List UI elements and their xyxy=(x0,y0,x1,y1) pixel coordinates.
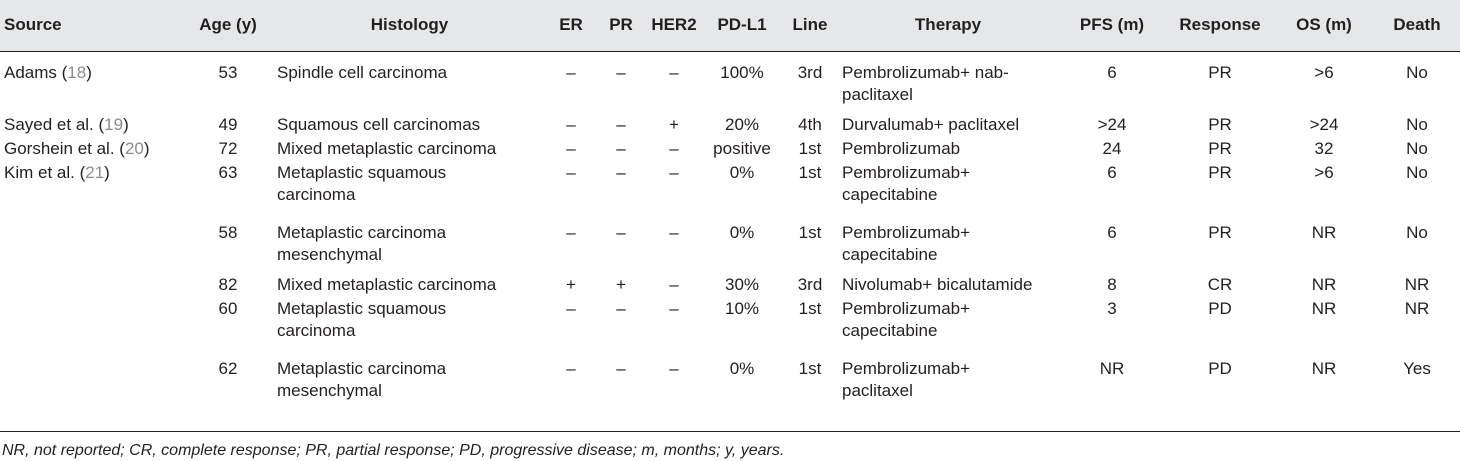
source-close: ) xyxy=(143,138,150,158)
pfs-cell: 6 xyxy=(1107,222,1117,242)
response-cell: PR xyxy=(1208,62,1232,82)
col-header-response: Response xyxy=(1166,0,1274,51)
pfs-cell: NR xyxy=(1099,358,1125,378)
her2-cell: – xyxy=(669,62,679,82)
pr-cell: – xyxy=(616,162,626,182)
er-cell: – xyxy=(566,298,576,318)
table-row xyxy=(0,268,1460,296)
therapy-cell xyxy=(838,350,1058,406)
histology-cell xyxy=(273,296,546,350)
os-cell: NR xyxy=(1311,298,1337,318)
line-cell: 1st xyxy=(798,298,822,318)
col-header-histology: Histology xyxy=(273,0,546,51)
age-cell: 53 xyxy=(218,62,238,82)
histology-line: carcinoma xyxy=(277,184,356,204)
therapy-cell xyxy=(838,268,1058,296)
therapy-line: paclitaxel xyxy=(842,84,913,104)
table-row xyxy=(0,160,1460,214)
reference-number: 19 xyxy=(104,114,124,134)
her2-cell: – xyxy=(669,222,679,242)
histology-cell xyxy=(273,214,546,268)
col-header-os: OS (m) xyxy=(1274,0,1374,51)
therapy-line: Pembrolizumab+ xyxy=(842,222,971,242)
death-cell: NR xyxy=(1404,274,1430,294)
therapy-line: Pembrolizumab xyxy=(842,138,961,158)
her2-cell: – xyxy=(669,274,679,294)
death-cell: No xyxy=(1406,162,1428,182)
source-name: Adams ( xyxy=(4,62,68,82)
histology-cell xyxy=(273,106,546,136)
os-cell: NR xyxy=(1311,274,1337,294)
pdl1-cell: positive xyxy=(713,138,771,158)
histology-line: Metaplastic carcinoma xyxy=(277,222,447,242)
pdl1-cell: 0% xyxy=(729,222,755,242)
er-cell: – xyxy=(566,114,576,134)
table-row xyxy=(0,106,1460,136)
table-row xyxy=(0,136,1460,160)
col-header-therapy: Therapy xyxy=(838,0,1058,51)
therapy-line: Pembrolizumab+ nab- xyxy=(842,62,1009,82)
histology-line: Mixed metaplastic carcinoma xyxy=(277,138,497,158)
histology-cell xyxy=(273,268,546,296)
os-cell: >6 xyxy=(1314,162,1334,182)
pr-cell: – xyxy=(616,138,626,158)
table-row xyxy=(0,350,1460,406)
source-close: ) xyxy=(86,62,92,82)
os-cell: 32 xyxy=(1314,138,1334,158)
therapy-line: capecitabine xyxy=(842,320,938,340)
response-cell: CR xyxy=(1207,274,1233,294)
pdl1-cell: 20% xyxy=(724,114,760,134)
pdl1-cell: 0% xyxy=(729,358,755,378)
death-cell: No xyxy=(1406,138,1428,158)
col-header-pfs: PFS (m) xyxy=(1058,0,1166,51)
histology-cell xyxy=(273,160,546,214)
reference-number: 18 xyxy=(67,62,87,82)
age-cell: 63 xyxy=(218,162,238,182)
line-cell: 1st xyxy=(798,358,822,378)
therapy-cell xyxy=(838,296,1058,350)
col-header-line: Line xyxy=(782,0,838,51)
line-cell: 3rd xyxy=(797,274,823,294)
therapy-cell xyxy=(838,136,1058,160)
histology-line: Metaplastic squamous xyxy=(277,298,447,318)
histology-line: mesenchymal xyxy=(277,244,382,264)
source-close: ) xyxy=(104,162,110,182)
reference-number: 20 xyxy=(124,138,144,158)
os-cell: NR xyxy=(1311,358,1337,378)
therapy-line: paclitaxel xyxy=(842,380,913,400)
histology-line: Squamous cell carcinomas xyxy=(277,114,481,134)
table-body xyxy=(0,51,1460,406)
er-cell: + xyxy=(566,274,576,294)
death-cell: NR xyxy=(1404,298,1430,318)
age-cell: 49 xyxy=(218,114,238,134)
death-cell: No xyxy=(1406,62,1428,82)
reference-number: 21 xyxy=(85,162,105,182)
col-header-her2: HER2 xyxy=(646,0,702,51)
pfs-cell: 6 xyxy=(1107,62,1117,82)
therapy-cell xyxy=(838,51,1058,106)
therapy-cell xyxy=(838,160,1058,214)
her2-cell: – xyxy=(669,138,679,158)
therapy-line: Pembrolizumab+ xyxy=(842,162,971,182)
histology-line: Spindle cell carcinoma xyxy=(277,62,448,82)
pdl1-cell: 100% xyxy=(720,62,764,82)
response-cell: PR xyxy=(1208,222,1232,242)
therapy-line: Nivolumab+ bicalutamide xyxy=(842,274,1033,294)
age-cell: 60 xyxy=(218,298,238,318)
response-cell: PD xyxy=(1208,358,1232,378)
age-cell: 82 xyxy=(218,274,238,294)
er-cell: – xyxy=(566,358,576,378)
line-cell: 1st xyxy=(798,162,822,182)
histology-cell xyxy=(273,136,546,160)
os-cell: >24 xyxy=(1309,114,1339,134)
therapy-line: Pembrolizumab+ xyxy=(842,298,971,318)
therapy-line: capecitabine xyxy=(842,244,938,264)
pr-cell: – xyxy=(616,62,626,82)
source-name: Kim et al. ( xyxy=(4,162,86,182)
er-cell: – xyxy=(566,222,576,242)
col-header-pr: PR xyxy=(596,0,646,51)
histology-line: Mixed metaplastic carcinoma xyxy=(277,274,497,294)
histology-line: Metaplastic squamous xyxy=(277,162,447,182)
pfs-cell: 6 xyxy=(1107,162,1117,182)
her2-cell: – xyxy=(669,162,679,182)
table-row xyxy=(0,51,1460,106)
table-row xyxy=(0,296,1460,350)
her2-cell: – xyxy=(669,298,679,318)
her2-cell: + xyxy=(669,114,679,134)
source-cell xyxy=(0,350,183,406)
source-name: Sayed et al. ( xyxy=(4,114,105,134)
therapy-line: capecitabine xyxy=(842,184,938,204)
source-cell xyxy=(0,106,183,136)
line-cell: 3rd xyxy=(797,62,823,82)
pfs-cell: 8 xyxy=(1107,274,1117,294)
pdl1-cell: 30% xyxy=(724,274,760,294)
os-cell: NR xyxy=(1311,222,1337,242)
response-cell: PR xyxy=(1208,138,1232,158)
source-close: ) xyxy=(123,114,129,134)
line-cell: 1st xyxy=(798,222,822,242)
histology-cell xyxy=(273,51,546,106)
source-cell xyxy=(0,160,183,214)
death-cell: No xyxy=(1406,222,1428,242)
therapy-line: Durvalumab+ paclitaxel xyxy=(842,114,1020,134)
therapy-cell xyxy=(838,106,1058,136)
death-cell: Yes xyxy=(1403,358,1431,378)
source-name: Gorshein et al. ( xyxy=(4,138,125,158)
pr-cell: – xyxy=(616,358,626,378)
response-cell: PD xyxy=(1208,298,1232,318)
histology-line: Metaplastic carcinoma xyxy=(277,358,447,378)
source-cell xyxy=(0,51,183,106)
er-cell: – xyxy=(566,162,576,182)
response-cell: PR xyxy=(1208,114,1232,134)
pr-cell: – xyxy=(616,298,626,318)
pfs-cell: 24 xyxy=(1102,138,1122,158)
source-cell xyxy=(0,296,183,350)
pfs-cell: 3 xyxy=(1107,298,1117,318)
er-cell: – xyxy=(566,62,576,82)
os-cell: >6 xyxy=(1314,62,1334,82)
source-cell xyxy=(0,214,183,268)
histology-line: carcinoma xyxy=(277,320,356,340)
er-cell: – xyxy=(566,138,576,158)
age-cell: 72 xyxy=(218,138,238,158)
response-cell: PR xyxy=(1208,162,1232,182)
col-header-death: Death xyxy=(1374,0,1460,51)
age-cell: 58 xyxy=(218,222,238,242)
pdl1-cell: 0% xyxy=(729,162,755,182)
histology-cell xyxy=(273,350,546,406)
age-cell: 62 xyxy=(218,358,238,378)
source-cell xyxy=(0,268,183,296)
pdl1-cell: 10% xyxy=(724,298,760,318)
header-row xyxy=(0,0,1460,51)
source-cell xyxy=(0,136,183,160)
line-cell: 1st xyxy=(798,138,822,158)
pfs-cell: >24 xyxy=(1097,114,1127,134)
pr-cell: – xyxy=(616,222,626,242)
death-cell: No xyxy=(1406,114,1428,134)
table-row xyxy=(0,214,1460,268)
col-header-er: ER xyxy=(546,0,596,51)
therapy-cell xyxy=(838,214,1058,268)
col-header-age: Age (y) xyxy=(183,0,273,51)
pr-cell: – xyxy=(616,114,626,134)
line-cell: 4th xyxy=(798,114,822,134)
col-header-pdl1: PD-L1 xyxy=(702,0,782,51)
col-header-source: Source xyxy=(0,0,183,51)
pr-cell: + xyxy=(616,274,626,294)
therapy-line: Pembrolizumab+ xyxy=(842,358,971,378)
her2-cell: – xyxy=(669,358,679,378)
table-footnote: NR, not reported; CR, complete response; PR, partial response; PD, progressive disease; m, months; y, years. xyxy=(0,431,1460,461)
histology-line: mesenchymal xyxy=(277,380,382,400)
